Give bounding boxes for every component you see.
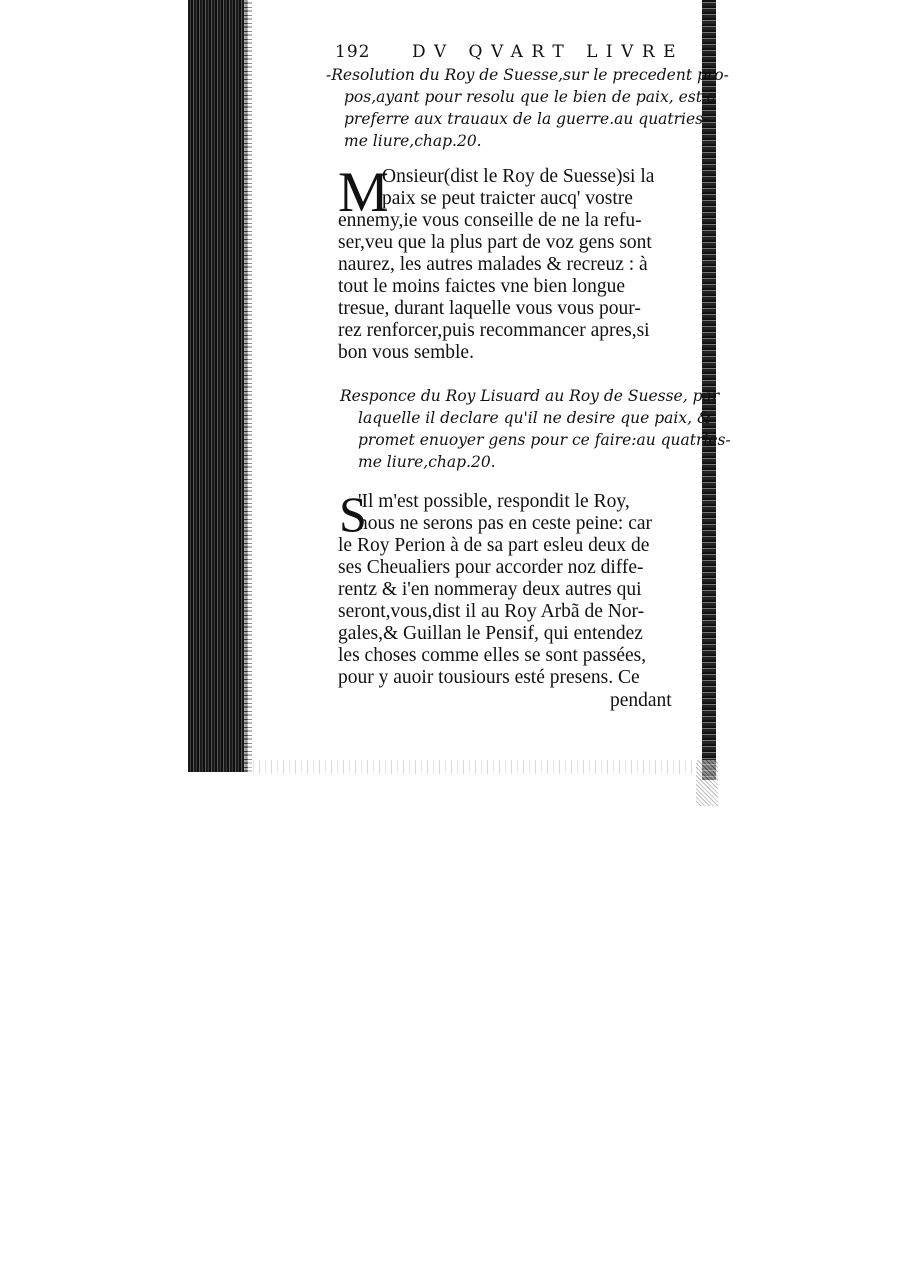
chapter-summary-1 <box>326 64 729 152</box>
text-line: pour y auoir tousiours esté presens. Ce <box>338 667 640 688</box>
summary-line: -Resolution du Roy de Suesse,sur le precedent pro- <box>326 66 729 84</box>
text-line: ennemy,ie vous conseille de ne la refu- <box>338 210 642 231</box>
text-line: tresue, durant laquelle vous vous pour- <box>338 298 641 319</box>
text-line: naurez, les autres malades & recreuz : à <box>338 254 648 275</box>
text-line: 'Il m'est possible, respondit le Roy, <box>358 491 630 512</box>
summary-line: me liure,chap.20. <box>358 453 496 471</box>
text-line: paix se peut traicter aucq' vostre <box>382 188 633 209</box>
page-number: 192 <box>335 42 371 62</box>
catchword: pendant <box>610 690 672 711</box>
text-line: tout le moins faictes vne bien longue <box>338 276 626 297</box>
text-line: rez renforcer,puis recommancer apres,si <box>338 320 650 341</box>
text-line: bon vous semble. <box>338 342 474 363</box>
summary-line: Responce du Roy Lisuard au Roy de Suesse, par <box>340 387 720 405</box>
drop-capital-s: S <box>339 486 367 542</box>
page-corner-speckle <box>696 760 718 806</box>
summary-line: pos,ayant pour resolu que le bien de paix, est à <box>344 88 717 106</box>
text-line: le Roy Perion à de sa part esleu deux de <box>338 535 650 556</box>
summary-line: preferre aux trauaux de la guerre.au quatries- <box>344 110 709 128</box>
summary-line: promet enuoyer gens pour ce faire:au quatries- <box>358 431 731 449</box>
running-head-title: DV QVART LIVRE <box>412 42 685 62</box>
text-line: ses Cheualiers pour accorder noz diffe- <box>338 557 644 578</box>
drop-capital-m: M <box>338 161 389 224</box>
chapter-summary-2 <box>340 385 731 473</box>
text-line: seront,vous,dist il au Roy Arbã de Nor- <box>338 601 645 622</box>
summary-line: me liure,chap.20. <box>344 132 482 150</box>
text-line: les choses comme elles se sont passées, <box>338 645 647 666</box>
page-bottom-edge <box>248 760 702 774</box>
text-line: Onsieur(dist le Roy de Suesse)si la <box>382 166 655 187</box>
text-line: ser,veu que la plus part de voz gens sont <box>338 232 652 253</box>
summary-line: laquelle il declare qu'il ne desire que paix, & <box>358 409 711 427</box>
text-line: nous ne serons pas en ceste peine: car <box>358 513 653 534</box>
text-line: rentz & i'en nommeray deux autres qui <box>338 579 642 600</box>
body-paragraph-2 <box>338 486 653 689</box>
book-spine-left-edge <box>188 0 248 772</box>
body-paragraph-1 <box>338 161 655 364</box>
text-line: gales,& Guillan le Pensif, qui entendez <box>338 623 643 644</box>
